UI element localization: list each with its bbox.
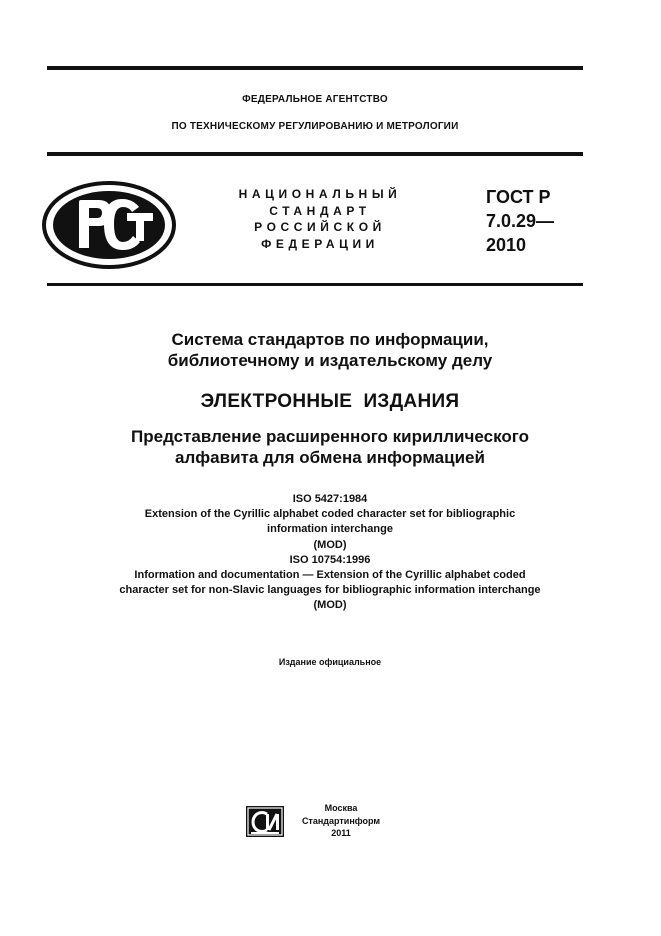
iso-line: ISO 5427:1984 [292, 493, 368, 505]
agency-line-1: ФЕДЕРАЛЬНОЕ АГЕНТСТВО [242, 94, 388, 105]
iso-line: ISO 10754:1996 [289, 553, 371, 566]
publisher-name: Стандартинформ [301, 815, 381, 826]
iso-line: (MOD) [313, 599, 347, 612]
gost-number [486, 185, 554, 257]
middle-rule [47, 152, 583, 156]
iso-line: character set for non-Slavic languages for bibliographic information interchange [119, 584, 541, 597]
publisher-city: Москва [324, 803, 358, 813]
iso-references [40, 492, 620, 614]
subtitle-line: алфавита для обмена информацией [175, 448, 485, 467]
bottom-rule [47, 283, 583, 286]
iso-line: Extension of the Cyrillic alphabet coded character set for bibliographic [144, 508, 516, 521]
gost-line: 2010 [486, 235, 527, 255]
subtitle [40, 426, 620, 468]
national-standard-label [220, 186, 420, 252]
subtitle-line: Представление расширенного кириллического [131, 427, 529, 446]
gost-line: ГОСТ Р [486, 187, 551, 207]
iso-line: Information and documentation — Extension of the Cyrillic alphabet coded [134, 569, 526, 582]
agency-line-2: ПО ТЕХНИЧЕСКОМУ РЕГУЛИРОВАНИЮ И МЕТРОЛОГИИ [171, 121, 459, 132]
national-line: ФЕДЕРАЦИИ [261, 236, 379, 251]
publisher-year: 2011 [331, 828, 351, 838]
national-line: СТАНДАРТ [269, 203, 371, 218]
main-title: ЭЛЕКТРОННЫЕ ИЗДАНИЯ [200, 391, 460, 412]
iso-line: (MOD) [313, 538, 347, 551]
series-title [40, 329, 620, 371]
series-line: Система стандартов по информации, [171, 330, 489, 349]
national-line: НАЦИОНАЛЬНЫЙ [238, 187, 402, 201]
rst-logo-icon [41, 180, 177, 270]
edition-label: Издание официальное [278, 657, 382, 667]
standartinform-logo-icon [245, 805, 285, 838]
national-line: РОССИЙСКОЙ [254, 220, 386, 234]
iso-line: information interchange [267, 523, 393, 536]
publisher-info [296, 802, 386, 840]
top-rule [47, 66, 583, 70]
gost-line: 7.0.29— [486, 211, 555, 231]
series-line: библиотечному и издательскому делу [167, 351, 493, 370]
